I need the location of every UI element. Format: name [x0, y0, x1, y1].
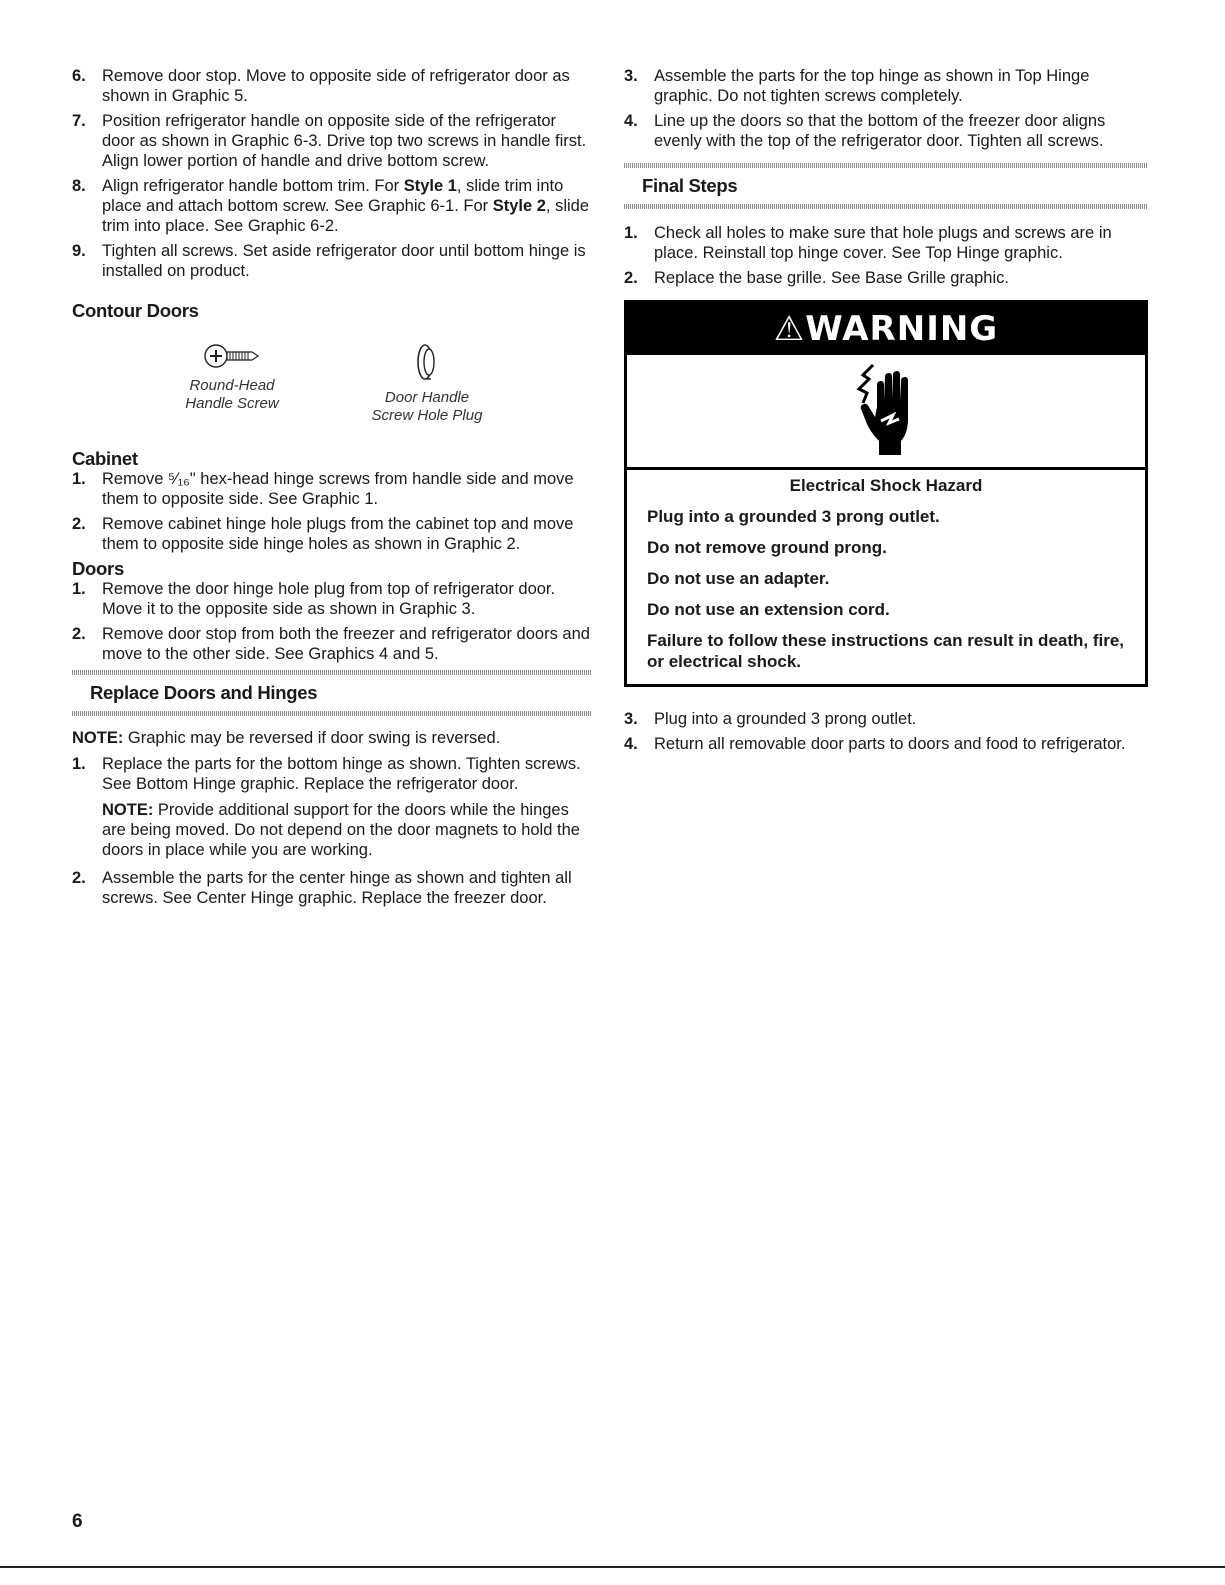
hatch-divider: [624, 204, 1148, 209]
doors-heading: Doors: [72, 558, 124, 579]
step-text: Tighten all screws. Set aside refrigerator door until bottom hinge is installed on product.: [102, 242, 586, 280]
list-item: [72, 469, 592, 509]
step-number: 3.: [624, 710, 638, 728]
list-item: [624, 709, 1148, 729]
note-text: Provide additional support for the doors while the hinges are being moved. Do not depend on the door magnets to hold the doors in place while you are working.: [102, 801, 580, 859]
step-number: 2.: [72, 515, 86, 533]
handle-steps-list: [72, 66, 592, 281]
note-paragraph: [72, 728, 592, 748]
list-item: [72, 868, 592, 908]
screw-hole-plug-part: [352, 341, 502, 425]
step-text: Remove the door hinge hole plug from top of refrigerator door. Move it to the opposite side as shown in Graphic 3.: [102, 580, 556, 618]
top-hinge-steps-list: [624, 66, 1148, 151]
list-item: [72, 176, 592, 236]
step-number: 4.: [624, 112, 638, 130]
list-item: [72, 579, 592, 619]
step-text: Assemble the parts for the top hinge as shown in Top Hinge graphic. Do not tighten screws completely.: [654, 67, 1090, 105]
list-item: [624, 223, 1148, 263]
cabinet-steps-list: [72, 469, 592, 554]
warning-line: Do not use an adapter.: [647, 569, 830, 588]
step-text: Replace the parts for the bottom hinge as shown. Tighten screws. See Bottom Hinge graphic. Replace the refrigerator door.: [102, 755, 581, 793]
warning-body: [627, 470, 1145, 684]
note-label: NOTE:: [102, 801, 154, 819]
list-item: [72, 111, 592, 171]
step-number: 2.: [72, 625, 86, 643]
warning-line: Failure to follow these instructions can result in death, fire, or electrical shock.: [647, 631, 1125, 671]
part-label: Round-Head: [189, 377, 275, 394]
step-text: Assemble the parts for the center hinge as shown and tighten all screws. See Center Hinge graphic. Replace the freezer door.: [102, 869, 572, 907]
part-label: Door Handle: [384, 389, 470, 406]
warning-icon-area: [627, 355, 1145, 470]
step-text: Position refrigerator handle on opposite side of the refrigerator door as shown in Graphic 6-3. Drive top two screws in handle first. Align lower portion of handle and drive bottom screw.: [102, 112, 587, 170]
warning-box: [624, 300, 1148, 687]
list-item: [72, 624, 592, 664]
step-number: 8.: [72, 177, 86, 195]
note-label: NOTE:: [72, 729, 124, 747]
replace-doors-heading: Replace Doors and Hinges: [90, 682, 318, 703]
list-item: [624, 734, 1148, 754]
step-text: Plug into a grounded 3 prong outlet.: [654, 710, 917, 728]
cabinet-heading: Cabinet: [72, 448, 138, 469]
list-item: [72, 66, 592, 106]
final-steps-continued-list: [624, 709, 1148, 754]
final-steps-list: [624, 223, 1148, 288]
warning-triangle-icon: ⚠: [773, 309, 806, 349]
step-number: 2.: [624, 269, 638, 287]
list-item: [624, 66, 1148, 106]
replace-steps-list: [72, 754, 592, 908]
step-text: Remove door stop from both the freezer and refrigerator doors and move to the other side. See Graphics 4 and 5.: [102, 625, 590, 663]
step-number: 4.: [624, 735, 638, 753]
step-number: 1.: [72, 470, 86, 488]
list-item: [72, 754, 592, 860]
step-text: , slide trim into place and attach bottom screw. See Graphic 6-1. For: [102, 177, 564, 215]
replace-doors-section-header: [72, 670, 592, 716]
style-2-label: Style 2: [492, 197, 546, 215]
step-text: Align refrigerator handle bottom trim. For: [102, 177, 404, 195]
list-item: [624, 268, 1148, 288]
step-text: , slide trim into place. See Graphic 6-2.: [102, 197, 590, 235]
parts-illustrations: [72, 341, 592, 437]
step-number: 6.: [72, 67, 86, 85]
doors-steps-list: [72, 579, 592, 664]
hatch-divider: [72, 711, 592, 716]
note-text: Graphic may be reversed if door swing is reversed.: [123, 729, 501, 747]
screw-hole-plug-icon: [412, 341, 442, 383]
style-1-label: Style 1: [403, 177, 457, 195]
part-label: Screw Hole Plug: [371, 407, 483, 424]
step-number: 1.: [624, 224, 638, 242]
page-bottom-rule: [0, 1566, 1225, 1568]
step-note: [102, 800, 592, 860]
warning-header: [627, 303, 1145, 355]
final-steps-heading: Final Steps: [642, 175, 738, 196]
warning-line: Plug into a grounded 3 prong outlet.: [647, 507, 940, 526]
contour-doors-heading: Contour Doors: [72, 300, 199, 321]
page-number: 6: [72, 1511, 83, 1532]
hazard-title: Electrical Shock Hazard: [789, 476, 983, 495]
left-column: [72, 66, 592, 913]
step-number: 2.: [72, 869, 86, 887]
step-text: Remove door stop. Move to opposite side of refrigerator door as shown in Graphic 5.: [102, 67, 570, 105]
step-text: Check all holes to make sure that hole plugs and screws are in place. Reinstall top hinge cover. See Top Hinge graphic.: [654, 224, 1112, 262]
step-text: Return all removable door parts to doors and food to refrigerator.: [654, 735, 1126, 753]
list-item: [72, 241, 592, 281]
round-head-screw-part: [162, 341, 302, 413]
electrical-shock-hand-icon: [851, 363, 921, 459]
step-number: 9.: [72, 242, 86, 260]
list-item: [72, 514, 592, 554]
step-number: 1.: [72, 580, 86, 598]
step-number: 1.: [72, 755, 86, 773]
step-text: Remove ⁵⁄₁₆" hex-head hinge screws from handle side and move them to opposite side. See Graphic 1.: [102, 470, 574, 508]
warning-line: Do not use an extension cord.: [647, 600, 890, 619]
round-head-screw-icon: [202, 341, 262, 371]
warning-title: WARNING: [805, 309, 999, 349]
list-item: [624, 111, 1148, 151]
step-number: 3.: [624, 67, 638, 85]
right-column: [624, 66, 1148, 759]
step-number: 7.: [72, 112, 86, 130]
part-label: Handle Screw: [185, 395, 279, 412]
step-text: Replace the base grille. See Base Grille graphic.: [654, 269, 1009, 287]
final-steps-section-header: [624, 163, 1148, 209]
step-text: Line up the doors so that the bottom of the freezer door aligns evenly with the top of the refrigerator door. Tighten all screws.: [654, 112, 1106, 150]
warning-line: Do not remove ground prong.: [647, 538, 887, 557]
step-text: Remove cabinet hinge hole plugs from the cabinet top and move them to opposite side hinge holes as shown in Graphic 2.: [102, 515, 574, 553]
